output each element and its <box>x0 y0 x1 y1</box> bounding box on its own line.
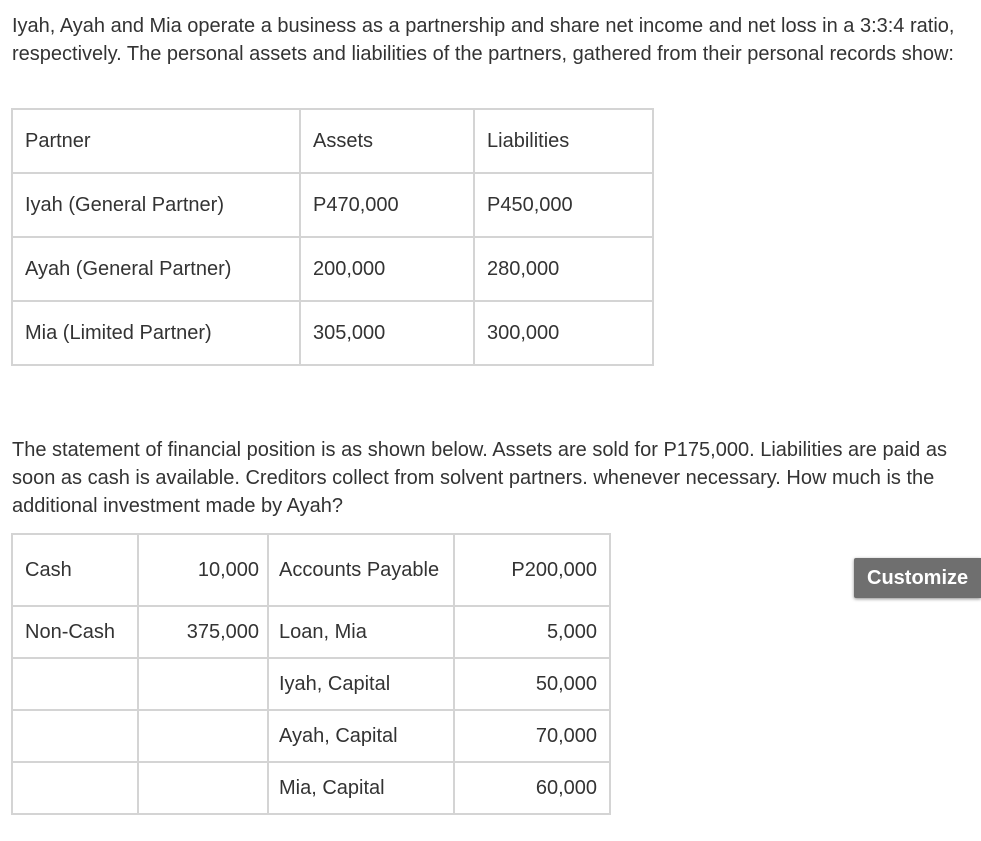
statement-of-financial-position-table <box>11 533 611 815</box>
asset-name-cell <box>12 658 138 710</box>
equity-name-cell: Loan, Mia <box>268 606 454 658</box>
partner-name-cell: Ayah (General Partner) <box>12 237 300 301</box>
header-partner: Partner <box>12 109 300 173</box>
asset-amount-cell <box>138 658 268 710</box>
asset-name-cell <box>12 710 138 762</box>
table-header-row <box>12 109 653 173</box>
table-row <box>12 237 653 301</box>
assets-cell: 200,000 <box>300 237 474 301</box>
table-row <box>12 534 610 606</box>
liabilities-cell: 300,000 <box>474 301 653 365</box>
asset-amount-cell: 375,000 <box>138 606 268 658</box>
table-row <box>12 658 610 710</box>
equity-name-cell: Mia, Capital <box>268 762 454 814</box>
equity-amount-cell: 5,000 <box>454 606 610 658</box>
table-row <box>12 762 610 814</box>
liabilities-cell: P450,000 <box>474 173 653 237</box>
table-row <box>12 710 610 762</box>
partner-name-cell: Iyah (General Partner) <box>12 173 300 237</box>
equity-name-cell: Iyah, Capital <box>268 658 454 710</box>
header-assets: Assets <box>300 109 474 173</box>
assets-cell: 305,000 <box>300 301 474 365</box>
assets-cell: P470,000 <box>300 173 474 237</box>
asset-name-cell: Non-Cash <box>12 606 138 658</box>
partner-name-cell: Mia (Limited Partner) <box>12 301 300 365</box>
problem-intro-text: Iyah, Ayah and Mia operate a business as a partnership and share net income and net loss in a 3:3:4 ratio, respectively. The personal assets and liabilities of the partners, gathered from their personal records show: <box>12 15 955 65</box>
equity-amount-cell: P200,000 <box>454 534 610 606</box>
liabilities-cell: 280,000 <box>474 237 653 301</box>
equity-name-cell <box>268 534 454 606</box>
problem-question-text: The statement of financial position is as shown below. Assets are sold for P175,000. Liabilities are paid as soon as cash is available. Creditors collect from solvent partners. whenever necessary. How much is the additional investment made by Ayah? <box>12 439 947 517</box>
asset-name-cell <box>12 762 138 814</box>
customize-button[interactable]: Customize <box>854 558 981 598</box>
partners-assets-liabilities-table <box>11 108 654 366</box>
asset-amount-cell <box>138 762 268 814</box>
equity-name-cell: Ayah, Capital <box>268 710 454 762</box>
asset-name-cell: Cash <box>12 534 138 606</box>
equity-amount-cell: 70,000 <box>454 710 610 762</box>
table-row <box>12 606 610 658</box>
equity-amount-cell: 60,000 <box>454 762 610 814</box>
asset-amount-cell <box>138 710 268 762</box>
asset-amount-cell: 10,000 <box>138 534 268 606</box>
equity-amount-cell: 50,000 <box>454 658 610 710</box>
table-row <box>12 301 653 365</box>
table-row <box>12 173 653 237</box>
header-liabilities: Liabilities <box>474 109 653 173</box>
accounts-payable-label: Accounts Payable <box>279 559 440 581</box>
